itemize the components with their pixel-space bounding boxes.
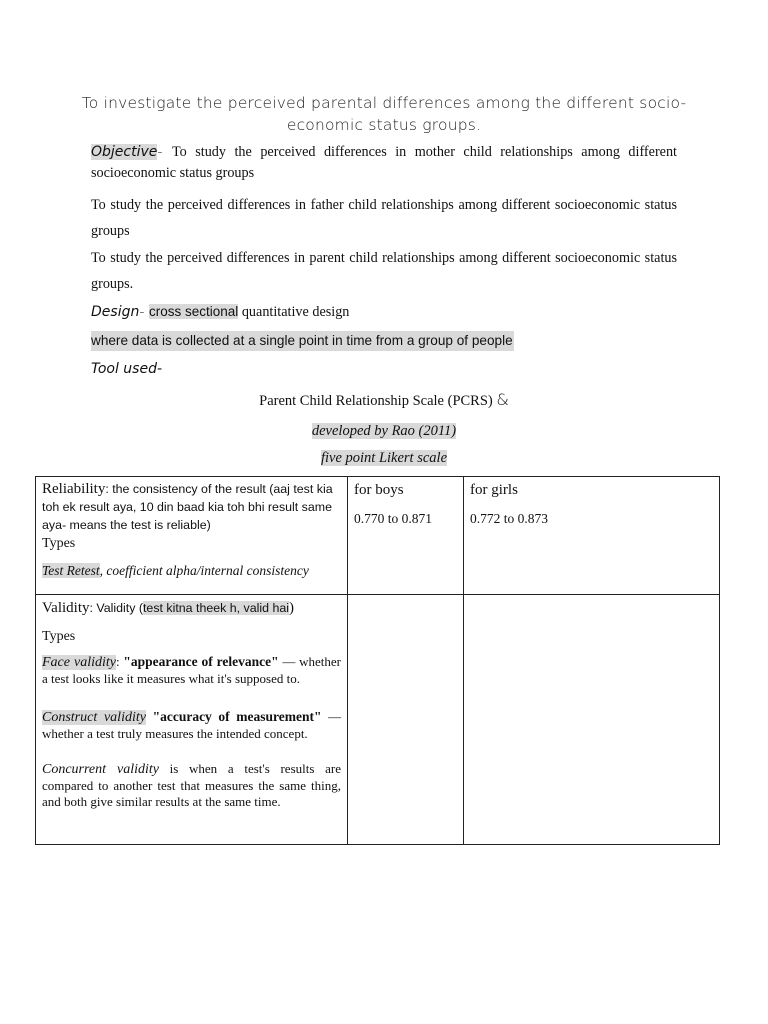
concurrent-validity-label: Concurrent validity <box>42 762 159 777</box>
design-highlight: cross sectional <box>148 304 239 319</box>
validity-girls-cell <box>464 595 720 845</box>
face-validity-sep: : <box>115 654 124 669</box>
construct-validity-text: — whether a test truly measures the intended concept. <box>42 709 342 741</box>
face-validity-label: Face validity <box>42 655 116 670</box>
objective-father: To study the perceived differences in father child relationships among different socioeconomic status groups <box>91 197 677 239</box>
reliability-types: Types <box>42 536 76 551</box>
face-validity <box>42 654 341 687</box>
face-validity-bold: "appearance of relevance" <box>123 654 279 669</box>
validity-close: ) <box>289 600 295 616</box>
concurrent-validity <box>42 761 341 810</box>
tool-scale: five point Likert scale <box>320 450 448 466</box>
reliability-type-test-retest: Test Retest <box>42 563 100 578</box>
boys-value: 0.770 to 0.871 <box>354 511 433 526</box>
design-note: where data is collected at a single point in time from a group of people <box>91 331 514 351</box>
objective-sep: - <box>157 144 172 160</box>
validity-row <box>36 595 720 845</box>
tool-label: Tool used- <box>91 361 163 377</box>
validity-label: Validity <box>42 600 90 616</box>
tool-name-line <box>0 390 768 411</box>
boys-cell <box>348 477 464 595</box>
objective-parent: To study the perceived differences in parent child relationships among different socioeconomic status groups. <box>91 250 677 292</box>
construct-validity-label: Construct validity <box>42 710 146 725</box>
girls-cell <box>464 477 720 595</box>
reliability-types-list <box>42 561 341 581</box>
tool-ampersand: & <box>496 390 509 409</box>
validity-boys-cell <box>348 595 464 845</box>
reliability-label: Reliability <box>42 481 106 497</box>
design-sep: - <box>139 304 149 320</box>
objective-label: Objective <box>91 144 158 160</box>
objective-paragraph <box>91 142 677 184</box>
concurrent-validity-text: is when a test's results are compared to another test that measures the same thing, and both give similar results at the same time. <box>42 761 341 809</box>
validity-types: Types <box>42 629 76 644</box>
design-rest: quantitative design <box>238 304 350 320</box>
tool-scale-line <box>0 448 768 468</box>
validity-cell <box>36 595 348 845</box>
page-title: To investigate the perceived parental differences among the different socio-economic status groups. <box>81 94 687 134</box>
reliability-row <box>36 477 720 595</box>
girls-value: 0.772 to 0.873 <box>470 511 549 526</box>
boys-label: for boys <box>354 482 404 498</box>
design-line <box>91 299 677 325</box>
girls-label: for girls <box>470 482 518 498</box>
tool-developed-line <box>0 421 768 441</box>
tool-name: Parent Child Relationship Scale (PCRS) <box>259 393 497 409</box>
reliability-type-rest: , coefficient alpha/internal consistency <box>99 563 309 578</box>
construct-validity-bold: "accuracy of measurement" <box>145 709 322 724</box>
reliability-text: : the consistency of the result (aaj test kia toh ek result aya, 10 din baad kia toh bhi result same aya- means the test is reliable) <box>42 482 333 532</box>
objective-text: To study the perceived differences in mother child relationships among different socioeconomic status groups <box>91 144 677 181</box>
validity-heading <box>42 598 341 618</box>
psychometrics-table <box>35 476 720 845</box>
design-label: Design <box>91 304 140 320</box>
construct-validity <box>42 709 341 742</box>
validity-colon: : Validity ( <box>89 601 143 615</box>
tool-developed: developed by Rao (2011) <box>311 423 457 439</box>
face-validity-text: — whether a test looks like it measures what it's supposed to. <box>42 654 341 686</box>
reliability-desc <box>42 480 341 534</box>
reliability-cell <box>36 477 348 595</box>
validity-highlight: test kitna theek h, valid hai <box>142 601 290 615</box>
